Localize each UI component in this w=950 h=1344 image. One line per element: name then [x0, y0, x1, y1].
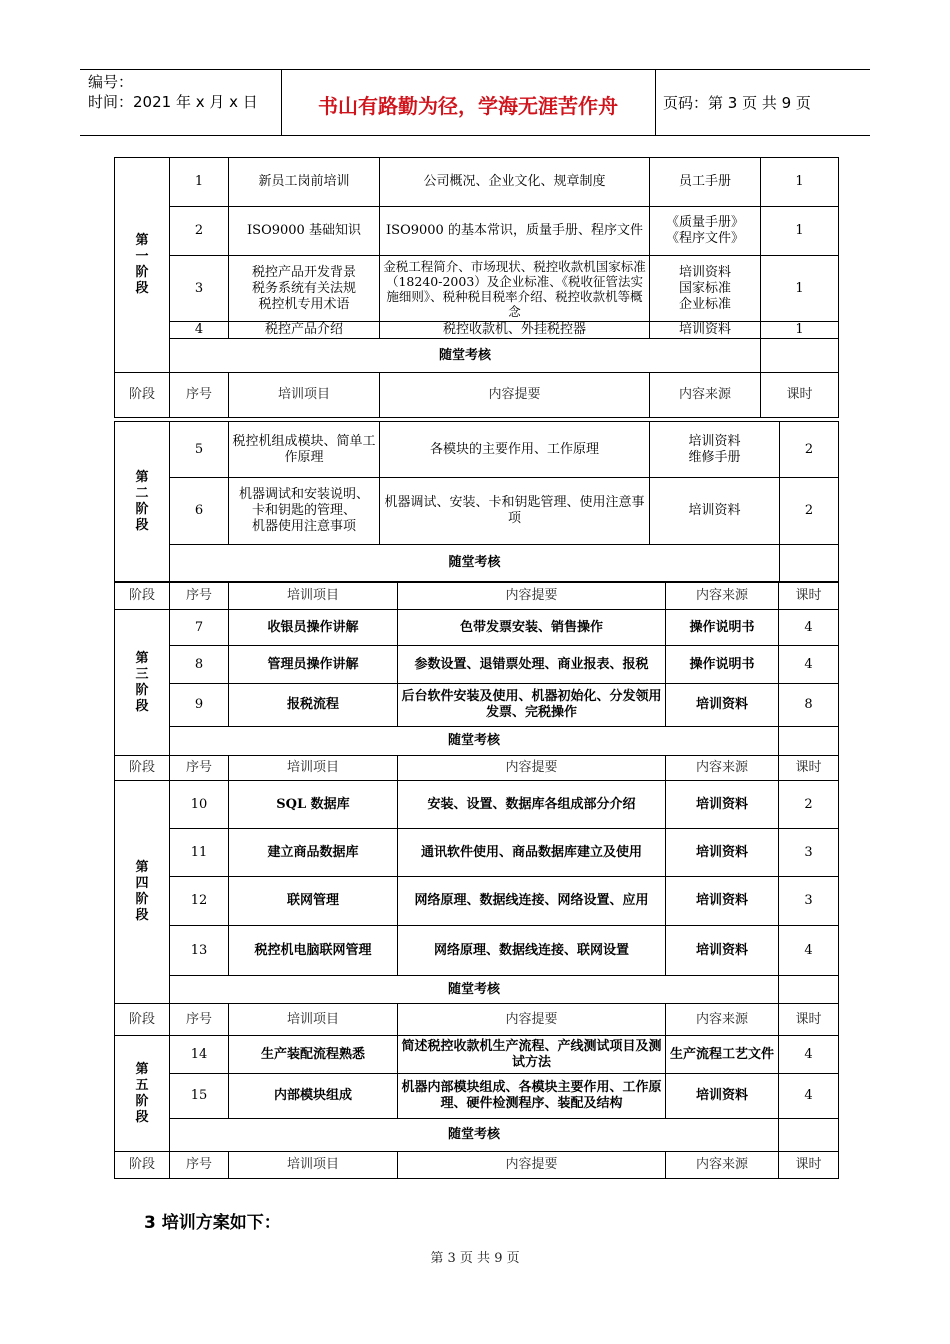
- row-no: 4: [170, 322, 229, 339]
- col-header-item: 培训项目: [229, 756, 398, 781]
- row-hours: 4: [779, 610, 839, 646]
- row-source: 员工手册: [650, 158, 761, 207]
- row-source: 培训资料: [666, 877, 779, 926]
- row-hours: 4: [779, 1074, 839, 1119]
- col-header-hours: 课时: [779, 756, 839, 781]
- row-summary: 各模块的主要作用、工作原理: [380, 422, 650, 478]
- row-summary: 简述税控收款机生产流程、产线测试项目及测试方法: [398, 1036, 666, 1074]
- col-header-summary: 内容提要: [380, 373, 650, 418]
- col-header-source: 内容来源: [666, 1152, 779, 1179]
- header-motto: 书山有路勤为径，学海无涯苦作舟: [318, 94, 618, 118]
- col-header-summary: 内容提要: [398, 1004, 666, 1036]
- row-hours: 4: [779, 646, 839, 684]
- row-source: 生产流程工艺文件: [666, 1036, 779, 1074]
- stage-label: 第一阶段: [115, 158, 170, 373]
- row-hours: 2: [780, 478, 839, 545]
- row-item: 建立商品数据库: [229, 829, 398, 877]
- row-item: 内部模块组成: [229, 1074, 398, 1119]
- col-header-summary: 内容提要: [398, 583, 666, 610]
- empty-cell: [779, 727, 839, 756]
- col-header-no: 序号: [170, 1152, 229, 1179]
- section-subheading: 3 培训方案如下：: [144, 1213, 281, 1233]
- row-no: 8: [170, 646, 229, 684]
- row-source: 培训资料: [650, 478, 780, 545]
- col-header-source: 内容来源: [666, 756, 779, 781]
- header-bottom-rule: [80, 135, 870, 136]
- row-hours: 3: [779, 829, 839, 877]
- row-summary: 后台软件安装及使用、机器初始化、分发领用发票、完税操作: [398, 684, 666, 727]
- stage-label: 第四阶段: [115, 781, 170, 1004]
- row-source: 培训资料: [666, 829, 779, 877]
- row-item: 收银员操作讲解: [229, 610, 398, 646]
- stage-label: 第五阶段: [115, 1036, 170, 1152]
- row-source: 培训资料: [650, 322, 761, 339]
- row-item: 税控产品开发背景 税务系统有关法规 税控机专用术语: [229, 256, 380, 322]
- row-summary: 金税工程简介、市场现状、税控收款机国家标准（18240-2003）及企业标准、《税收征管法实施细则》、税种税目税率介绍、税控收款机等概念: [380, 256, 650, 322]
- row-summary: 机器内部模块组成、各模块主要作用、工作原理、硬件检测程序、装配及结构: [398, 1074, 666, 1119]
- row-summary: ISO9000 的基本常识，质量手册、程序文件: [380, 207, 650, 256]
- exam-row: 随堂考核: [170, 727, 779, 756]
- row-source: 培训资料 维修手册: [650, 422, 780, 478]
- row-source: 培训资料: [666, 926, 779, 976]
- col-header-item: 培训项目: [229, 373, 380, 418]
- header-page-number: 页码：第 3 页 共 9 页: [663, 94, 811, 112]
- col-header-item: 培训项目: [229, 583, 398, 610]
- training-table-part-3: [114, 582, 839, 1179]
- row-no: 6: [170, 478, 229, 545]
- row-hours: 2: [779, 781, 839, 829]
- row-no: 13: [170, 926, 229, 976]
- row-hours: 8: [779, 684, 839, 727]
- row-item: SQL 数据库: [229, 781, 398, 829]
- row-item: 报税流程: [229, 684, 398, 727]
- empty-cell: [779, 976, 839, 1004]
- row-no: 14: [170, 1036, 229, 1074]
- col-header-hours: 课时: [779, 1152, 839, 1179]
- col-header-hours: 课时: [761, 373, 839, 418]
- training-table-part-1: [114, 157, 839, 418]
- row-no: 1: [170, 158, 229, 207]
- row-no: 7: [170, 610, 229, 646]
- col-header-no: 序号: [170, 373, 229, 418]
- row-hours: 2: [780, 422, 839, 478]
- row-source: 培训资料: [666, 684, 779, 727]
- row-no: 5: [170, 422, 229, 478]
- row-source: 操作说明书: [666, 610, 779, 646]
- col-header-no: 序号: [170, 756, 229, 781]
- exam-row: 随堂考核: [170, 976, 779, 1004]
- stage-label: 第三阶段: [115, 610, 170, 756]
- row-summary: 机器调试、安装、卡和钥匙管理、使用注意事项: [380, 478, 650, 545]
- col-header-source: 内容来源: [666, 583, 779, 610]
- row-no: 10: [170, 781, 229, 829]
- empty-cell: [779, 1119, 839, 1152]
- col-header-no: 序号: [170, 1004, 229, 1036]
- row-item: 联网管理: [229, 877, 398, 926]
- row-item: 税控机组成模块、简单工作原理: [229, 422, 380, 478]
- row-source: 培训资料 国家标准 企业标准: [650, 256, 761, 322]
- row-source: 《质量手册》 《程序文件》: [650, 207, 761, 256]
- exam-row: 随堂考核: [170, 1119, 779, 1152]
- row-no: 12: [170, 877, 229, 926]
- row-summary: 参数设置、退错票处理、商业报表、报税: [398, 646, 666, 684]
- row-no: 9: [170, 684, 229, 727]
- row-no: 3: [170, 256, 229, 322]
- row-hours: 3: [779, 877, 839, 926]
- exam-row: 随堂考核: [170, 545, 780, 582]
- col-header-stage: 阶段: [115, 1004, 170, 1036]
- col-header-stage: 阶段: [115, 583, 170, 610]
- row-item: 生产装配流程熟悉: [229, 1036, 398, 1074]
- row-hours: 1: [761, 256, 839, 322]
- col-header-summary: 内容提要: [398, 1152, 666, 1179]
- training-table-part-2: [114, 421, 839, 582]
- row-item: ISO9000 基础知识: [229, 207, 380, 256]
- row-no: 15: [170, 1074, 229, 1119]
- col-header-item: 培训项目: [229, 1004, 398, 1036]
- row-source: 培训资料: [666, 1074, 779, 1119]
- row-item: 税控产品介绍: [229, 322, 380, 339]
- row-summary: 网络原理、数据线连接、联网设置: [398, 926, 666, 976]
- header-number: 编号：: [88, 73, 134, 91]
- row-summary: 通讯软件使用、商品数据库建立及使用: [398, 829, 666, 877]
- col-header-source: 内容来源: [666, 1004, 779, 1036]
- header-meta: [88, 72, 258, 112]
- col-header-hours: 课时: [779, 1004, 839, 1036]
- empty-cell: [780, 545, 839, 582]
- row-summary: 网络原理、数据线连接、网络设置、应用: [398, 877, 666, 926]
- row-item: 新员工岗前培训: [229, 158, 380, 207]
- row-item: 税控机电脑联网管理: [229, 926, 398, 976]
- col-header-hours: 课时: [779, 583, 839, 610]
- row-item: 管理员操作讲解: [229, 646, 398, 684]
- row-hours: 1: [761, 158, 839, 207]
- row-summary: 色带发票安装、销售操作: [398, 610, 666, 646]
- row-item: 机器调试和安装说明、 卡和钥匙的管理、 机器使用注意事项: [229, 478, 380, 545]
- row-source: 操作说明书: [666, 646, 779, 684]
- row-hours: 4: [779, 1036, 839, 1074]
- row-summary: 公司概况、企业文化、规章制度: [380, 158, 650, 207]
- col-header-item: 培训项目: [229, 1152, 398, 1179]
- col-header-summary: 内容提要: [398, 756, 666, 781]
- col-header-source: 内容来源: [650, 373, 761, 418]
- row-summary: 税控收款机、外挂税控器: [380, 322, 650, 339]
- header-divider: [281, 69, 282, 135]
- row-source: 培训资料: [666, 781, 779, 829]
- empty-cell: [761, 339, 839, 373]
- col-header-stage: 阶段: [115, 373, 170, 418]
- row-hours: 1: [761, 207, 839, 256]
- row-hours: 4: [779, 926, 839, 976]
- exam-row: 随堂考核: [170, 339, 761, 373]
- col-header-no: 序号: [170, 583, 229, 610]
- header-time: 时间：2021 年 x 月 x 日: [88, 93, 258, 111]
- col-header-stage: 阶段: [115, 1152, 170, 1179]
- row-summary: 安装、设置、数据库各组成部分介绍: [398, 781, 666, 829]
- header-divider: [655, 69, 656, 135]
- row-no: 11: [170, 829, 229, 877]
- page-footer: 第 3 页 共 9 页: [430, 1251, 520, 1266]
- stage-label: 第二阶段: [115, 422, 170, 582]
- col-header-stage: 阶段: [115, 756, 170, 781]
- header-top-rule: [80, 69, 870, 70]
- row-hours: 1: [761, 322, 839, 339]
- row-no: 2: [170, 207, 229, 256]
